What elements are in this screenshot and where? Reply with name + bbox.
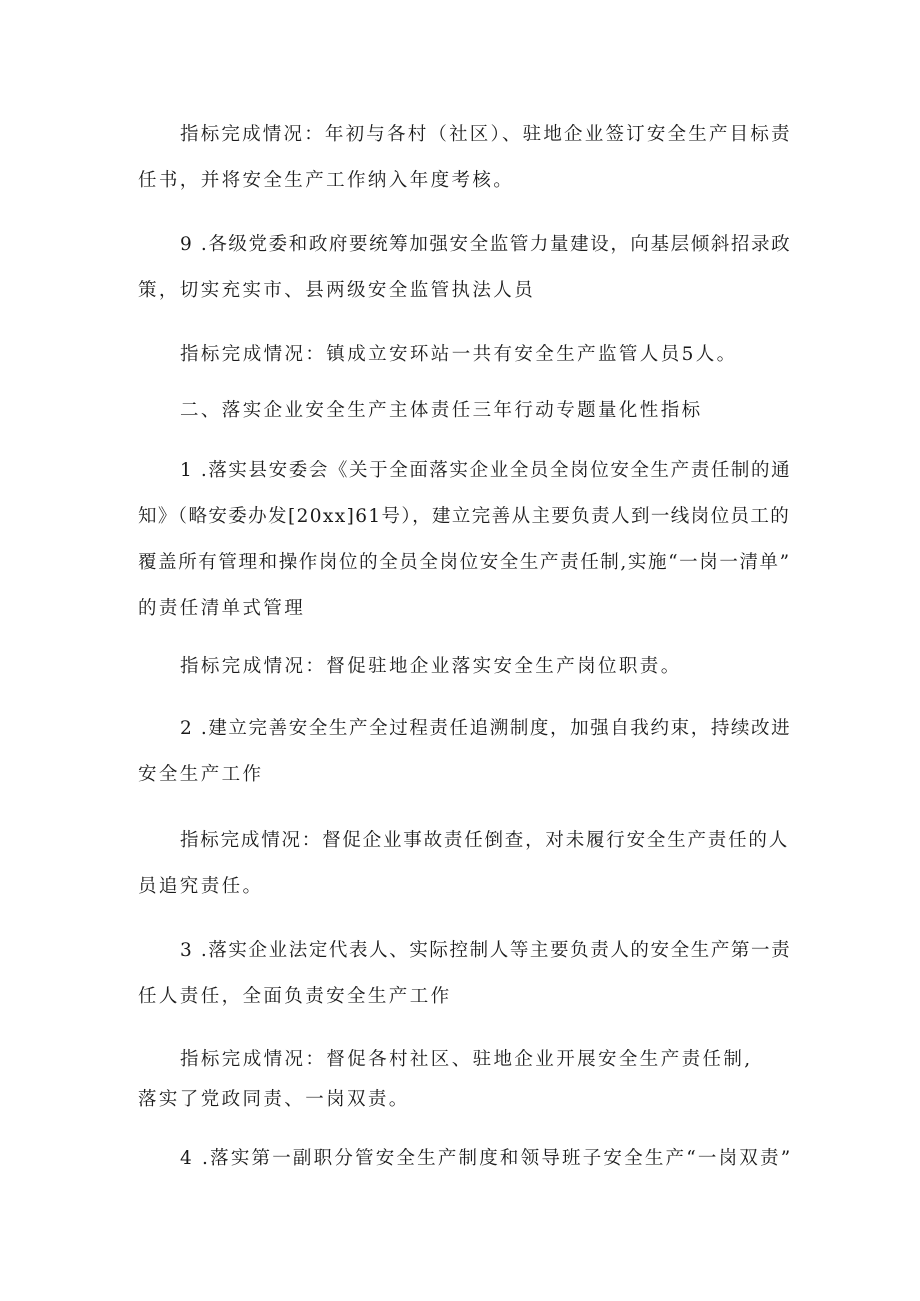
text-line: 员追究责任。: [138, 876, 264, 897]
text-line: 2 .建立完善安全生产全过程责任追溯制度，加强自我约束，持续改进: [180, 718, 792, 739]
text-line: 指标完成情况：年初与各村（社区）、驻地企业签订安全生产目标责: [180, 124, 792, 145]
paragraph-item-3: [138, 928, 793, 1020]
text-line: 指标完成情况：督促企业事故责任倒查，对未履行安全生产责任的人: [180, 830, 790, 851]
text-line: 4 .落实第一副职分管安全生产制度和领导班子安全生产“一岗双责”: [180, 1148, 793, 1169]
text-line: 指标完成情况：督促各村社区、驻地企业开展安全生产责任制,: [180, 1049, 753, 1070]
text-line: 的责任清单式管理: [138, 598, 306, 619]
text-line: 落实了党政同责、一岗双责。: [138, 1089, 410, 1110]
text-line: 安全生产工作: [138, 764, 264, 785]
paragraph-item-2: [138, 706, 793, 798]
text-line: 任人责任，全面负责安全生产工作: [138, 986, 452, 1007]
text-line: 覆盖所有管理和操作岗位的全员全岗位安全生产责任制,实施“一岗一清单”: [138, 552, 791, 573]
text-line: 任书，并将安全生产工作纳入年度考核。: [138, 170, 515, 191]
text-line: 策，切实充实市、县两级安全监管执法人员: [138, 280, 536, 301]
paragraph-indicator-3: [138, 644, 793, 690]
paragraph-indicator-4: [138, 818, 793, 910]
text-line: 9 .各级党委和政府要统筹加强安全监管力量建设，向基层倾斜招录政: [180, 234, 792, 255]
section-title: 二、落实企业安全生产主体责任三年行动专题量化性指标: [180, 400, 703, 421]
paragraph-item-4: [138, 1136, 793, 1182]
paragraph-item-1: [138, 448, 793, 632]
section-heading: [138, 388, 793, 434]
text-line: 知》（略安委办发[20xx]61号），建立完善从主要负责人到一线岗位员工的: [138, 506, 791, 527]
paragraph-indicator-2: [138, 332, 793, 378]
text-line: 指标完成情况：镇成立安环站一共有安全生产监管人员5人。: [180, 344, 738, 365]
text-line: 1 .落实县安委会《关于全面落实企业全员全岗位安全生产责任制的通: [180, 460, 792, 481]
text-line: 3 .落实企业法定代表人、实际控制人等主要负责人的安全生产第一责: [180, 940, 792, 961]
paragraph-item-9: [138, 222, 793, 314]
paragraph-indicator-1: [138, 112, 793, 204]
text-line: 指标完成情况：督促驻地企业落实安全生产岗位职责。: [180, 656, 682, 677]
paragraph-indicator-5: [138, 1040, 793, 1120]
